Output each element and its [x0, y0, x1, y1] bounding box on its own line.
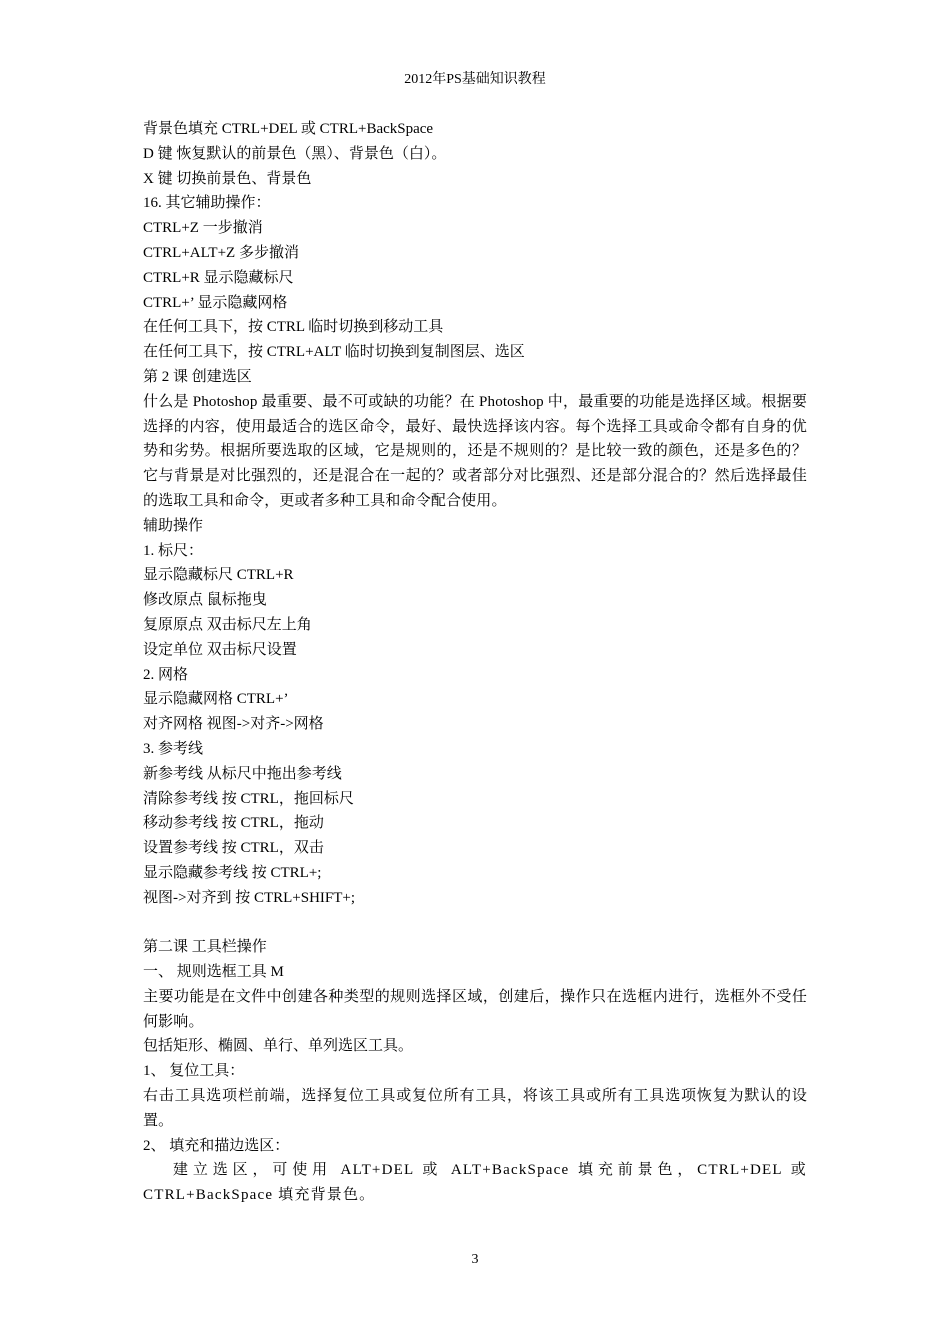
lesson-heading: 第二课 工具栏操作	[143, 939, 267, 956]
text-line: X 键 切换前景色、背景色	[143, 170, 312, 187]
section-heading: 2、 填充和描边选区：	[143, 1137, 290, 1154]
section-heading: 3. 参考线	[143, 740, 204, 757]
document-body	[143, 117, 807, 1208]
text-line: CTRL+ALT+Z 多步撤消	[143, 244, 299, 261]
text-line: 背景色填充 CTRL+DEL 或 CTRL+BackSpace	[143, 121, 434, 137]
text-line: 设置参考线 按 CTRL，双击	[143, 840, 324, 857]
section-heading: 1、 复位工具：	[143, 1063, 245, 1080]
text-line: 视图->对齐到 按 CTRL+SHIFT+;	[143, 889, 356, 906]
paragraph: 建立选区，可使用 ALT+DEL 或 ALT+BackSpace 填充前景色，CTRL+DEL 或 CTRL+BackSpace 填充背景色。	[143, 1162, 807, 1204]
text-line: CTRL+R 显示隐藏标尺	[143, 269, 294, 286]
paragraph: 什么是 Photoshop 最重要、最不可或缺的功能？在 Photoshop 中，最重要的功能是选择区域。根据要选择的内容，使用最适合的选区命令，最好、最快选择该内容。每个选择工具或命令都有自身的优势和劣势。根据所要选取的区域，它是规则的，还是不规则的？是比较一致的颜色，还是多色的？它与背景是对比强烈的，还是混合在一起的？或者部分对比强烈、还是部分混合的？然后选择最佳的选取工具和命令，更或者多种工具和命令配合使用。	[143, 393, 807, 509]
text-line: 在任何工具下，按 CTRL+ALT 临时切换到复制图层、选区	[143, 344, 525, 361]
text-line: 对齐网格 视图->对齐->网格	[143, 716, 324, 733]
section-heading: 一、 规则选框工具 M	[143, 964, 284, 981]
text-line: CTRL+Z 一步撤消	[143, 220, 263, 237]
blank-line	[143, 911, 807, 936]
text-line: 设定单位 双击标尺设置	[143, 641, 297, 658]
text-line: CTRL+’ 显示隐藏网格	[143, 294, 288, 311]
text-line: 显示隐藏网格 CTRL+’	[143, 691, 289, 708]
text-line: 包括矩形、椭圆、单行、单列选区工具。	[143, 1038, 414, 1055]
section-heading: 16. 其它辅助操作：	[143, 195, 271, 212]
paragraph: 右击工具选项栏前端，选择复位工具或复位所有工具，将该工具或所有工具选项恢复为默认的设置。	[143, 1088, 807, 1129]
header-rule	[143, 95, 807, 96]
text-line: 复原原点 双击标尺左上角	[143, 616, 312, 633]
text-line: 显示隐藏标尺 CTRL+R	[143, 567, 294, 584]
paragraph: 主要功能是在文件中创建各种类型的规则选择区域，创建后，操作只在选框内进行，选框外不受任何影响。	[143, 988, 807, 1030]
text-line: 清除参考线 按 CTRL，拖回标尺	[143, 790, 354, 807]
section-heading: 2. 网格	[143, 666, 189, 683]
text-line: 移动参考线 按 CTRL，拖动	[143, 815, 324, 832]
text-line: 修改原点 鼠标拖曳	[143, 592, 267, 609]
text-line: D 键 恢复默认的前景色（黑）、背景色（白）。	[143, 145, 447, 162]
page-header: 2012年PS基础知识教程	[404, 72, 546, 87]
section-heading: 1. 标尺：	[143, 542, 204, 559]
lesson-heading: 第 2 课 创建选区	[143, 368, 252, 385]
text-line: 显示隐藏参考线 按 CTRL+;	[143, 864, 322, 881]
section-heading: 辅助操作	[143, 517, 204, 534]
text-line: 新参考线 从标尺中拖出参考线	[143, 765, 342, 782]
page-number: 3	[471, 1252, 479, 1267]
text-line: 在任何工具下，按 CTRL 临时切换到移动工具	[143, 319, 444, 336]
